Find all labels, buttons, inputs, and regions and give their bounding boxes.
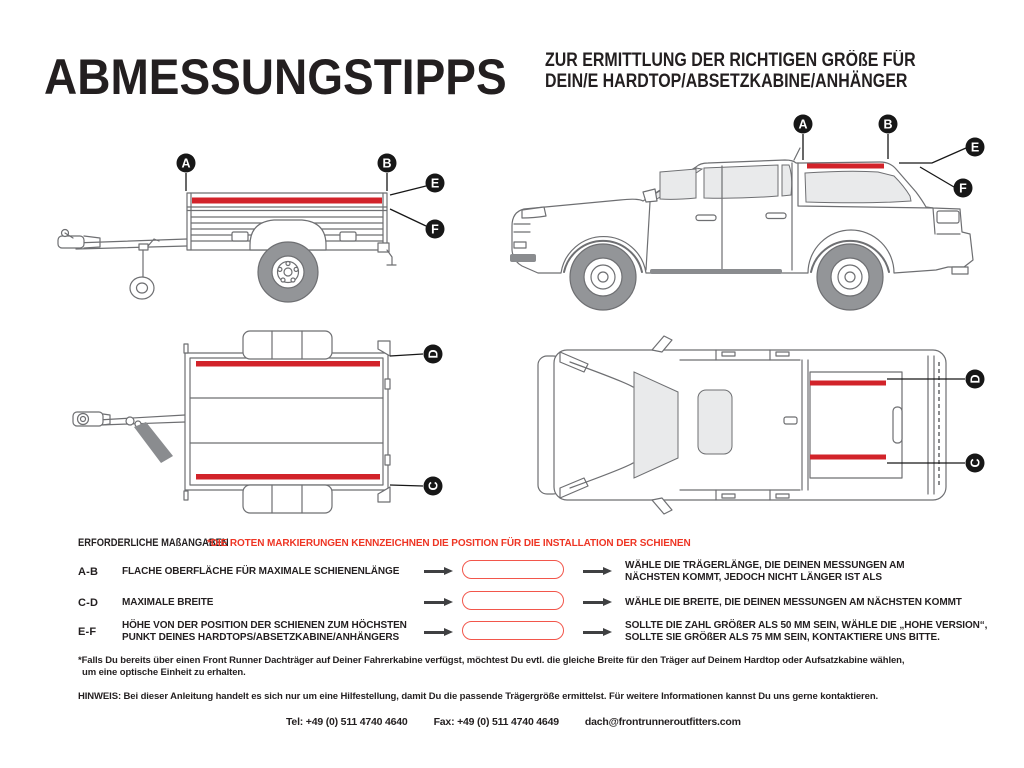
marker-a <box>177 154 196 192</box>
row-label: HÖHE VON DER POSITION DER SCHIENEN ZUM HÖCHSTEN PUNKT DEINES HARDTOPS/ABSETZKABINE/ANHÄNGERS <box>122 620 407 643</box>
row-result: WÄHLE DIE BREITE, DIE DEINEN MESSUNGEN AM NÄCHSTEN KOMMT <box>625 597 962 608</box>
mudguard <box>243 331 332 359</box>
rail-position-stripe <box>192 198 382 204</box>
measurement-field <box>462 560 564 579</box>
handbrake-lever <box>134 422 173 463</box>
page-title: ABMESSUNGSTIPPS <box>44 49 507 105</box>
row-label: MAXIMALE BREITE <box>122 597 214 608</box>
measurement-row-cd <box>78 588 1024 618</box>
row-result: SOLLTE DIE ZAHL GRÖßER ALS 50 MM SEIN, WÄHLE DIE „HOHE VERSION“, SOLLTE SIE GRÖßER ALS 75 MM SEIN, KONTAKTIERE UNS BITTE. <box>625 620 988 643</box>
door-handle <box>696 215 716 221</box>
rail-position-stripe <box>810 381 886 386</box>
marker-e <box>899 138 985 164</box>
svg-text:C: C <box>426 481 441 491</box>
row-id: E-F <box>78 626 97 638</box>
marker-f <box>920 167 973 198</box>
arrow-icon <box>424 567 453 576</box>
rail-position-stripe <box>196 474 380 480</box>
svg-text:D: D <box>426 349 441 359</box>
svg-text:E: E <box>970 140 980 155</box>
arrow-icon <box>424 598 453 607</box>
measurement-field <box>462 591 564 610</box>
truck-top-diagram <box>530 330 1005 525</box>
marker-b <box>879 115 898 160</box>
arrow-icon <box>424 628 453 637</box>
contact-fax: Fax: +49 (0) 511 4740 4649 <box>433 716 559 728</box>
row-label: FLACHE OBERFLÄCHE FÜR MAXIMALE SCHIENENLÄNGE <box>122 566 400 577</box>
row-id: C-D <box>78 597 99 609</box>
trailer-top-diagram <box>40 325 460 525</box>
svg-text:A: A <box>181 156 191 171</box>
marker-e <box>390 174 445 196</box>
arrow-icon <box>583 628 612 637</box>
contact-email: dach@frontrunneroutfitters.com <box>584 716 741 728</box>
svg-text:B: B <box>883 117 893 132</box>
svg-text:D: D <box>968 374 983 384</box>
side-mirror <box>643 189 657 202</box>
trailer-side-diagram <box>40 135 470 330</box>
row-id: A-B <box>78 566 99 578</box>
measurement-field <box>462 621 564 640</box>
red-note: *DIE ROTEN MARKIERUNGEN KENNZEICHNEN DIE POSITION FÜR DIE INSTALLATION DER SCHIENEN <box>207 538 691 549</box>
arrow-icon <box>583 598 612 607</box>
arrow-icon <box>583 567 612 576</box>
svg-text:C: C <box>968 458 983 468</box>
truck-side-diagram <box>500 106 1015 321</box>
mudguard <box>243 485 332 513</box>
footnote: *Falls Du bereits über einen Front Runner Dachträger auf Deiner Fahrerkabine verfügst, möchtest Du evtl. die gleiche Breite für den Träger auf Deinem Hardtop oder Aufsatzkabine wählen, um eine optische Einheit zu erhalten. <box>78 655 905 678</box>
sunroof <box>698 390 732 454</box>
rail-position-stripe <box>810 455 886 460</box>
marker-f <box>390 209 445 239</box>
measurement-row-ef <box>78 616 1024 646</box>
section-title: ERFORDERLICHE MAßANGABEN <box>78 537 229 549</box>
rail-position-stripe <box>196 361 380 367</box>
trailer-coupler <box>58 236 84 248</box>
row-result: WÄHLE DIE TRÄGERLÄNGE, DIE DEINEN MESSUNGEN AM NÄCHSTEN KOMMT, JEDOCH NICHT LÄNGER IST ALS <box>625 560 905 583</box>
contact-tel: Tel: +49 (0) 511 4740 4640 <box>286 716 408 728</box>
svg-text:E: E <box>430 176 440 191</box>
marker-d <box>390 345 443 364</box>
marker-c <box>390 477 443 496</box>
trailer-box <box>185 353 388 490</box>
svg-text:F: F <box>431 222 439 237</box>
svg-text:F: F <box>959 181 967 196</box>
svg-text:A: A <box>798 117 808 132</box>
door-handle <box>766 213 786 219</box>
marker-b <box>378 154 397 192</box>
svg-text:B: B <box>382 156 392 171</box>
rail-position-stripe <box>807 164 884 169</box>
marker-a <box>794 115 813 161</box>
measurement-row-ab <box>78 556 1024 586</box>
contact-line <box>286 716 741 728</box>
subtitle-line-2: DEIN/E HARDTOP/ABSETZKABINE/ANHÄNGER <box>545 71 908 92</box>
subtitle-line-1: ZUR ERMITTLUNG DER RICHTIGEN GRÖßE FÜR <box>545 50 916 71</box>
page-subtitle <box>545 50 916 92</box>
taillight <box>937 211 959 223</box>
hinweis-note: HINWEIS: Bei dieser Anleitung handelt es sich nur um eine Hilfestellung, damit Du die passende Trägergröße ermittelst. Für weitere Informationen kannst Du uns gerne kontaktieren. <box>78 691 879 702</box>
